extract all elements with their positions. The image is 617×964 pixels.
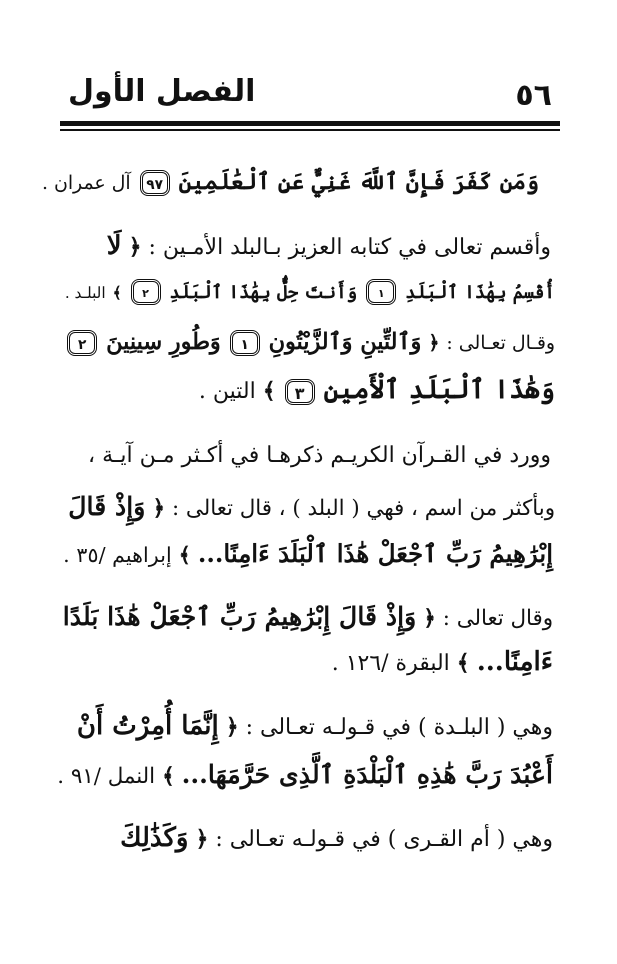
quran-open-bracket: ﴿ <box>128 234 142 260</box>
text-line-9 <box>63 596 553 639</box>
text-line-12 <box>57 754 553 797</box>
quran-verse: وَٱلتِّينِ وَٱلزَّيْتُونِ <box>268 329 422 355</box>
text-line-4 <box>65 322 555 363</box>
prose-text: وقـال تعـالى : <box>446 332 555 354</box>
text-line-5 <box>199 370 555 412</box>
quran-open-bracket: ﴿ <box>423 606 436 631</box>
text-line-6 <box>88 436 551 476</box>
chapter-title: الفصل الأول <box>68 74 256 109</box>
prose-text: وبأكثر من اسم ، فهي ( البلد ) ، قال تعالى : <box>171 496 555 521</box>
prose-text: وورد في القـرآن الكريـم ذكرهـا في أكـثر مـن آيـة ، <box>88 443 551 468</box>
text-line-11 <box>77 706 553 748</box>
prose-text: وقال تعالى : <box>442 606 553 631</box>
surah-reference: النمل /٩١ . <box>57 764 156 789</box>
quran-close-bracket: ﴾ <box>162 764 175 789</box>
surah-reference: التين . <box>198 379 256 404</box>
quran-verse: أُقْسِمُ بِهَٰذَا ٱلْبَلَدِ <box>405 282 555 303</box>
header-rule <box>60 121 560 131</box>
quran-verse: وَإِذْ قَالَ إِبْرَٰهِيمُ رَبِّ ٱجْعَلْ هَٰذَا بَلَدًا <box>62 601 417 631</box>
quran-verse: وَإِذْ قَالَ <box>68 491 146 521</box>
prose-text: وأقسم تعالى في كتابه العزيز بـالبلد الأمـين : <box>148 235 551 260</box>
quran-verse: إِنَّمَا أُمِرْتُ أَنْ <box>76 711 219 741</box>
quran-verse: وَكَذَٰلِكَ <box>120 823 189 853</box>
text-line-2 <box>107 226 551 268</box>
quran-verse: إِبْرَٰهِيمُ رَبِّ ٱجْعَلْ هَٰذَا ٱلْبَلَدَ ءَامِنًا... <box>197 539 553 568</box>
quran-close-bracket: ﴾ <box>456 650 470 676</box>
ayah-number-marker: ٣ <box>285 379 315 405</box>
quran-open-bracket: ﴿ <box>152 496 165 521</box>
surah-reference: البلـد . <box>64 284 106 302</box>
quran-close-bracket: ﴾ <box>262 378 276 404</box>
quran-open-bracket: ﴿ <box>225 714 239 740</box>
ayah-number-marker: ٢ <box>131 279 161 305</box>
ayah-number-marker: ١ <box>230 330 260 356</box>
quran-close-bracket: ﴾ <box>112 284 122 302</box>
quran-open-bracket: ﴿ <box>195 826 209 852</box>
text-line-7 <box>68 486 555 529</box>
text-line-1 <box>42 162 539 203</box>
ayah-number-marker: ١ <box>366 279 396 305</box>
header-rule-thick <box>60 121 560 126</box>
quran-verse: وَأَنتَ حِلٌّۢ بِهَٰذَا ٱلْبَلَدِ <box>169 282 358 303</box>
page-header <box>60 70 552 122</box>
quran-verse: وَهَٰذَا ٱلْبَلَدِ ٱلْأَمِينِ <box>323 375 555 405</box>
text-line-13 <box>120 818 553 860</box>
ayah-number-marker: ٩٧ <box>140 170 170 196</box>
quran-verse: ءَامِنًا... <box>476 647 553 677</box>
header-rule-thin <box>60 129 560 131</box>
quran-close-bracket: ﴾ <box>178 543 191 567</box>
ayah-number-marker: ٢ <box>67 330 97 356</box>
prose-text: وهي ( أم القـرى ) في قـولـه تعـالى : <box>215 827 553 852</box>
quran-verse: وَمَن كَفَرَ فَإِنَّ ٱللَّهَ غَنِيٌّ عَنِ ٱلْعَٰلَمِينَ <box>178 169 539 195</box>
text-line-8 <box>63 534 553 576</box>
quran-verse: أَعْبُدَ رَبَّ هَٰذِهِ ٱلْبَلْدَةِ ٱلَّذِى حَرَّمَهَا... <box>181 759 553 789</box>
page-number: ٥٦ <box>515 78 552 113</box>
quran-verse: وَطُورِ سِينِينَ <box>106 329 221 355</box>
text-line-3 <box>65 272 555 313</box>
quran-open-bracket: ﴿ <box>428 332 440 354</box>
quran-verse: لَا <box>106 231 122 261</box>
surah-reference: آل عمران . <box>41 172 131 194</box>
text-line-10 <box>332 642 553 684</box>
prose-text: وهي ( البلـدة ) في قـولـه تعـالى : <box>245 715 553 740</box>
surah-reference: البقرة /١٢٦ . <box>331 651 450 676</box>
surah-reference: إبراهيم /٣٥ . <box>63 543 172 567</box>
